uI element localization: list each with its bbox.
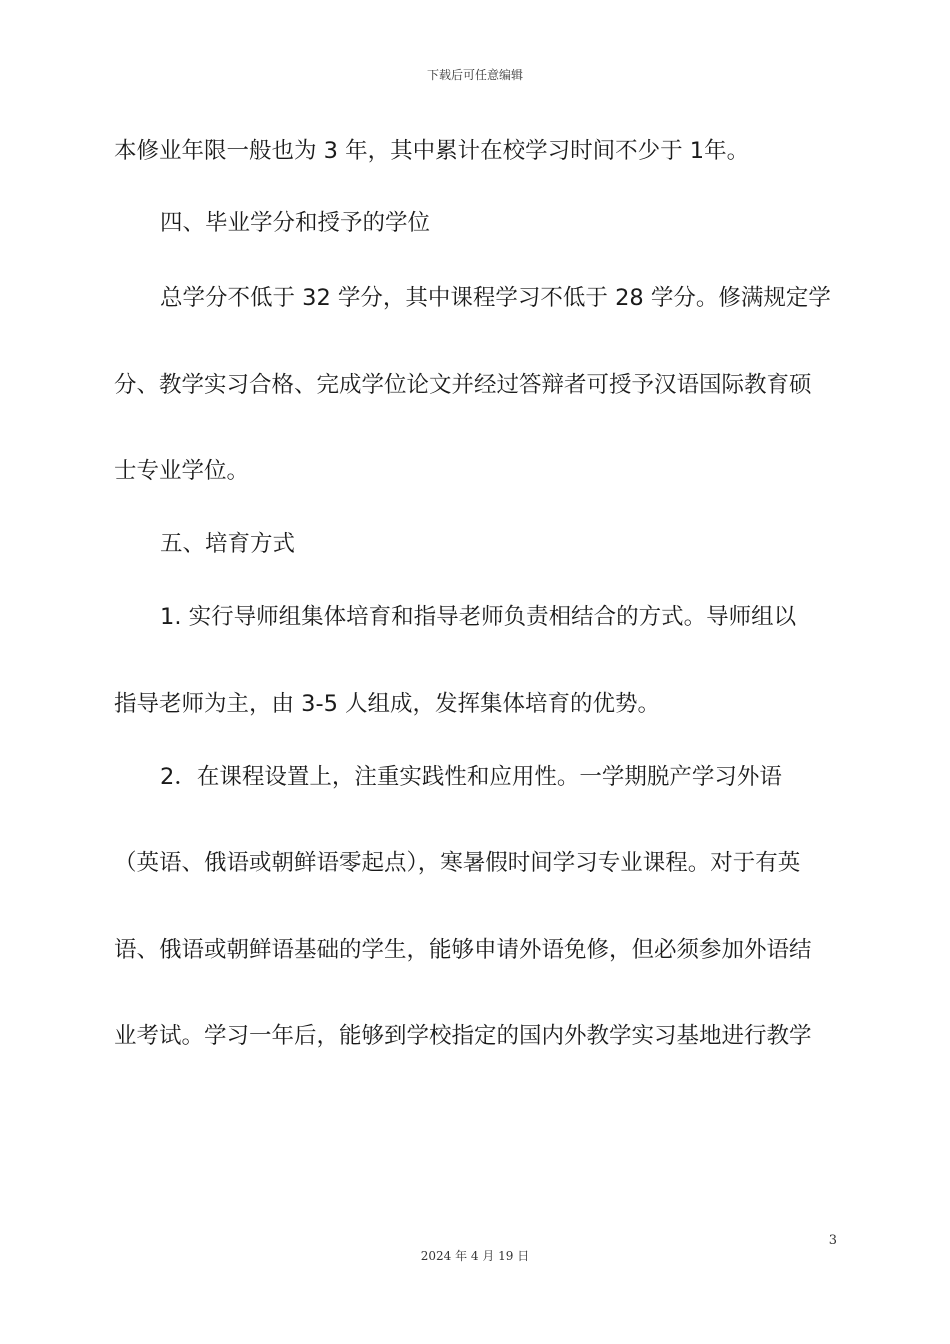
body-line-10: （英语、俄语或朝鲜语零起点），寒暑假时间学习专业课程。对于有英 xyxy=(114,850,801,876)
footer-date: 2024 年 4 月 19 日 xyxy=(420,1249,530,1263)
section-heading-5: 五、培育方式 xyxy=(160,531,296,557)
section-heading-4: 四、毕业学分和授予的学位 xyxy=(160,210,431,236)
body-line-9: 2．在课程设置上，注重实践性和应用性。一学期脱产学习外语 xyxy=(160,764,782,790)
body-line-5: 士专业学位。 xyxy=(114,458,250,484)
body-line-12: 业考试。学习一年后，能够到学校指定的国内外教学实习基地进行教学 xyxy=(114,1023,812,1049)
body-line-4: 分、教学实习合格、完成学位论文并经过答辩者可授予汉语国际教育硕 xyxy=(114,372,812,398)
body-line-7: 1. 实行导师组集体培育和指导老师负责相结合的方式。导师组以 xyxy=(160,604,797,630)
body-line-1: 本修业年限一般也为 3 年，其中累计在校学习时间不少于 1年。 xyxy=(114,138,750,164)
body-line-11: 语、俄语或朝鲜语基础的学生，能够申请外语免修，但必须参加外语结 xyxy=(114,937,812,963)
body-line-8: 指导老师为主，由 3-5 人组成，发挥集体培育的优势。 xyxy=(114,691,661,717)
body-line-3: 总学分不低于 32 学分，其中课程学习不低于 28 学分。修满规定学 xyxy=(160,285,831,311)
header-note: 下载后可任意编辑 xyxy=(426,68,523,82)
page-number: 3 xyxy=(828,1233,837,1248)
